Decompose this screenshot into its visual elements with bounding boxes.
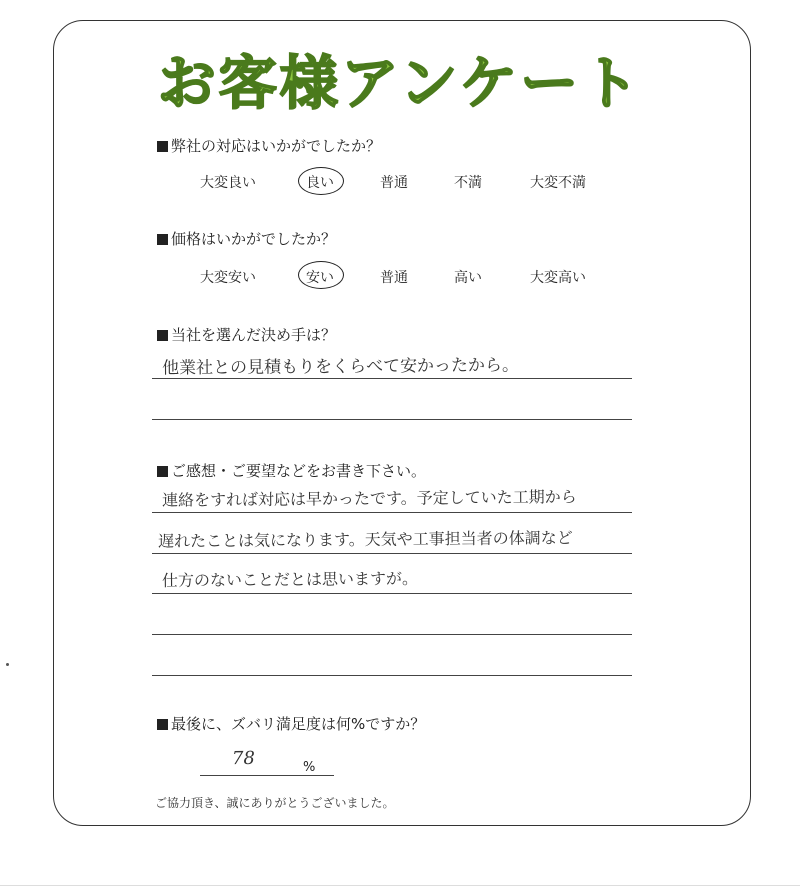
- bullet-square-icon: [157, 330, 168, 341]
- q1-option-2[interactable]: 良い: [306, 175, 334, 191]
- q2-selected-circle: [298, 261, 344, 289]
- q4-answer-rule: [152, 634, 632, 635]
- question-5-label: 最後に、ズバリ満足度は何%ですか？: [171, 715, 426, 733]
- bullet-square-icon: [157, 719, 168, 730]
- question-5: [157, 713, 425, 734]
- question-3: [157, 324, 336, 345]
- q1-option-1[interactable]: 大変良い: [200, 175, 256, 191]
- q4-answer-rule: [152, 553, 632, 554]
- thank-you-note: ご協力頂き、誠にありがとうございました。: [155, 796, 395, 810]
- q2-option-4[interactable]: 高い: [454, 270, 482, 286]
- survey-title: お客様アンケート: [157, 49, 643, 117]
- q3-answer-line-1[interactable]: 他業社との見積もりをくらべて安かったから。: [161, 355, 520, 379]
- q1-option-5[interactable]: 大変不満: [530, 175, 586, 191]
- q1-option-3[interactable]: 普通: [380, 175, 408, 191]
- q1-selected-circle: [298, 167, 344, 195]
- q4-answer-line-3[interactable]: 仕方のないことだとは思いますが。: [161, 568, 419, 591]
- q2-option-3[interactable]: 普通: [380, 270, 408, 286]
- question-1: [157, 135, 381, 156]
- question-3-label: 当社を選んだ決め手は？: [171, 326, 337, 344]
- q1-option-4[interactable]: 不満: [454, 175, 482, 191]
- scan-edge: [0, 885, 800, 886]
- q2-option-5[interactable]: 大変高い: [530, 270, 586, 286]
- bullet-square-icon: [157, 466, 168, 477]
- q3-answer-rule: [152, 378, 632, 379]
- bullet-square-icon: [157, 234, 168, 245]
- question-1-label: 弊社の対応はいかがでしたか？: [171, 137, 382, 155]
- q4-answer-line-2[interactable]: 遅れたことは気になります。天気や工事担当者の体調など: [157, 528, 573, 551]
- satisfaction-value[interactable]: 78: [231, 747, 255, 770]
- question-4-label: ご感想・ご要望などをお書き下さい。: [171, 462, 427, 480]
- scan-speck: [6, 663, 9, 666]
- bullet-square-icon: [157, 141, 168, 152]
- q4-answer-line-1[interactable]: 連絡をすれば対応は早かったです。予定していた工期から: [161, 487, 577, 510]
- question-4: [157, 460, 426, 481]
- q4-answer-rule: [152, 675, 632, 676]
- percent-unit: %: [303, 760, 316, 775]
- question-2: [157, 228, 336, 249]
- q2-option-1[interactable]: 大変安い: [200, 270, 256, 286]
- q2-option-2[interactable]: 安い: [306, 270, 334, 286]
- q4-answer-rule: [152, 512, 632, 513]
- q4-answer-rule: [152, 593, 632, 594]
- q3-answer-rule: [152, 419, 632, 420]
- question-2-label: 価格はいかがでしたか？: [171, 230, 337, 248]
- satisfaction-rule: [200, 775, 334, 776]
